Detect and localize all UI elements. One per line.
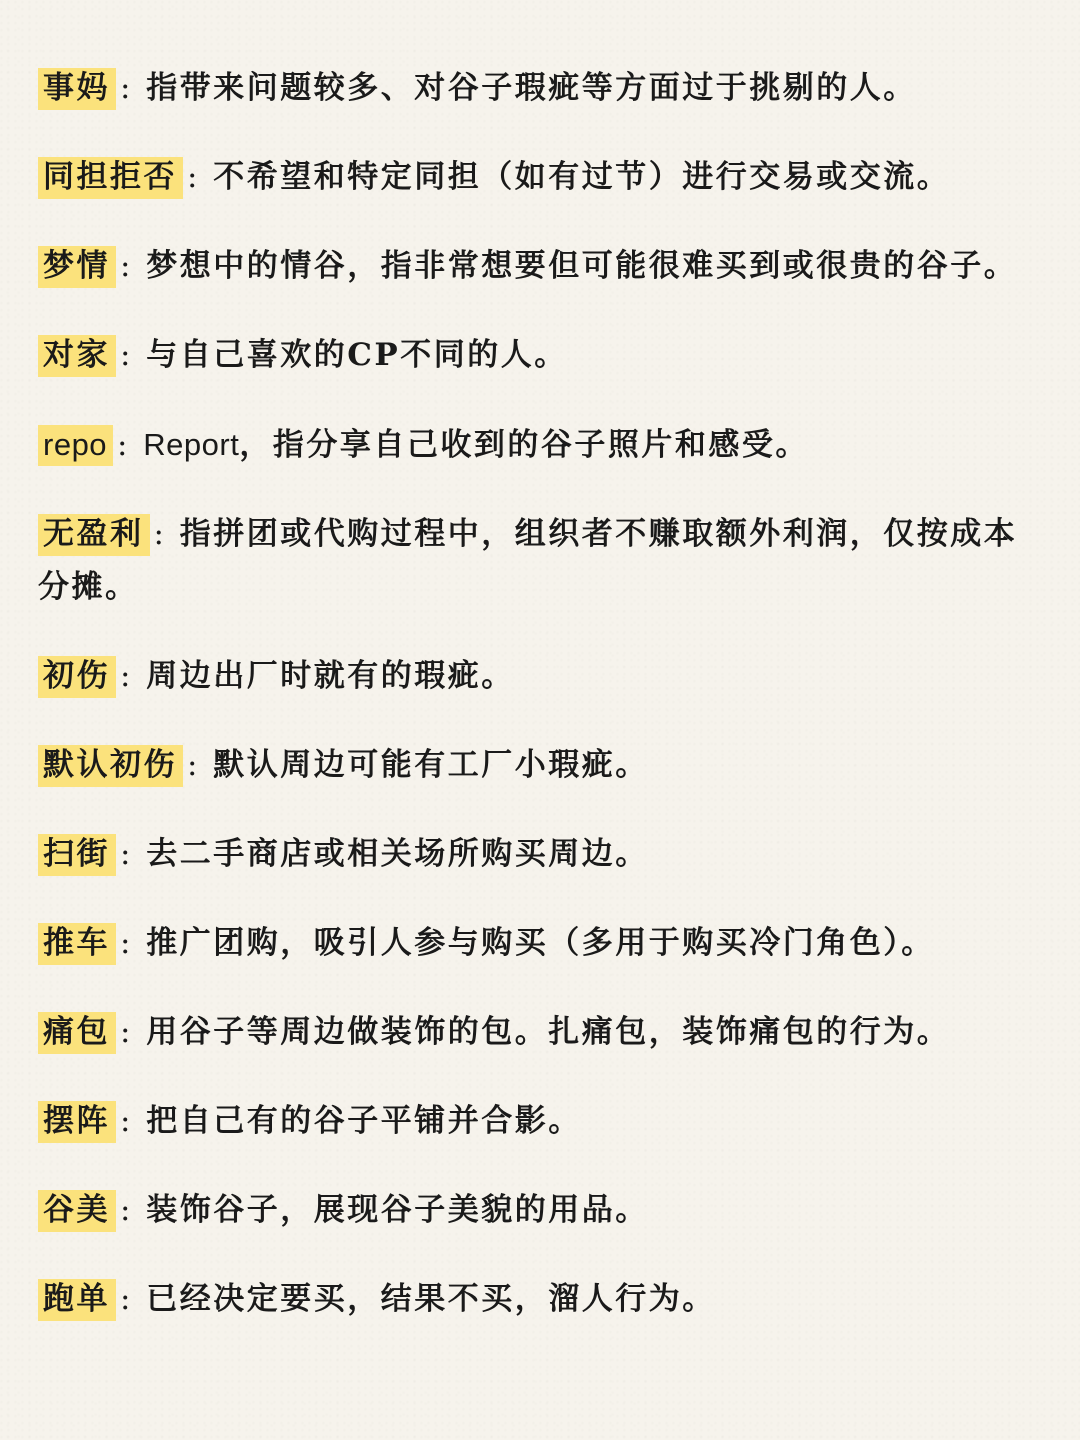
glossary-entry-gumei [38, 1184, 1038, 1237]
term-label: 默认初伤 [38, 745, 183, 787]
term-separator: : [120, 658, 133, 694]
term-definition: 指带来问题较多、对谷子瑕疵等方面过于挑剔的人。 [146, 70, 917, 106]
glossary-entry-tuiche [38, 917, 1038, 970]
term-separator: : [120, 337, 133, 373]
term-definition: 用谷子等周边做装饰的包。扎痛包，装饰痛包的行为。 [146, 1014, 951, 1050]
term-separator: : [187, 747, 200, 783]
term-definition: ，指分享自己收到的谷子照片和感受。 [239, 427, 809, 463]
term-definition: 推广团购，吸引人参与购买（多用于购买冷门角色）。 [146, 925, 935, 961]
term-label: 扫街 [38, 834, 116, 876]
glossary-entry-tongdan-jufou [38, 151, 1038, 204]
term-label: 痛包 [38, 1012, 116, 1054]
term-definition: 周边出厂时就有的瑕疵。 [146, 658, 515, 694]
term-separator: : [187, 159, 200, 195]
term-separator: : [120, 1014, 133, 1050]
glossary-entry-paodan [38, 1273, 1038, 1326]
term-separator: : [153, 516, 167, 552]
glossary-list [38, 62, 1038, 1362]
term-label: 推车 [38, 923, 116, 965]
term-separator: : [117, 427, 130, 463]
term-label: 跑单 [38, 1279, 116, 1321]
term-definition: 不希望和特定同担（如有过节）进行交易或交流。 [213, 159, 951, 195]
glossary-entry-duijia [38, 329, 1038, 382]
term-label: 对家 [38, 335, 116, 377]
term-label: 摆阵 [38, 1101, 116, 1143]
glossary-entry-wuyingli [38, 508, 1038, 614]
term-label: repo [38, 425, 113, 466]
glossary-entry-baizhen [38, 1095, 1038, 1148]
term-separator: : [120, 836, 133, 872]
glossary-entry-tongbao [38, 1006, 1038, 1059]
glossary-entry-mengqing [38, 240, 1038, 293]
term-definition: 指拼团或代购过程中，组织者不赚取额外利润，仅按成本分摊。 [38, 516, 1018, 605]
term-label: 事妈 [38, 68, 116, 110]
term-separator: : [120, 248, 133, 284]
term-definition: 去二手商店或相关场所购买周边。 [146, 836, 649, 872]
term-label: 谷美 [38, 1190, 116, 1232]
term-label: 无盈利 [38, 514, 150, 556]
term-definition: 把自己有的谷子平铺并合影。 [146, 1103, 582, 1139]
glossary-entry-repo [38, 418, 1038, 472]
term-separator: : [120, 70, 133, 106]
term-separator: : [120, 1103, 133, 1139]
term-separator: : [120, 1192, 133, 1228]
term-label: 同担拒否 [38, 157, 183, 199]
term-label: 初伤 [38, 656, 116, 698]
term-definition-latin: Report [143, 427, 240, 462]
term-separator: : [120, 925, 133, 961]
glossary-entry-saojie [38, 828, 1038, 881]
glossary-entry-shima [38, 62, 1038, 115]
term-definition: 与自己喜欢的CP不同的人。 [146, 337, 568, 373]
glossary-entry-moren-chushang [38, 739, 1038, 792]
term-separator: : [120, 1281, 133, 1317]
term-definition: 梦想中的情谷，指非常想要但可能很难买到或很贵的谷子。 [146, 248, 1018, 284]
term-label: 梦情 [38, 246, 116, 288]
term-definition: 装饰谷子，展现谷子美貌的用品。 [146, 1192, 649, 1228]
term-definition: 默认周边可能有工厂小瑕疵。 [213, 747, 649, 783]
glossary-entry-chushang [38, 650, 1038, 703]
term-definition: 已经决定要买，结果不买，溜人行为。 [146, 1281, 716, 1317]
